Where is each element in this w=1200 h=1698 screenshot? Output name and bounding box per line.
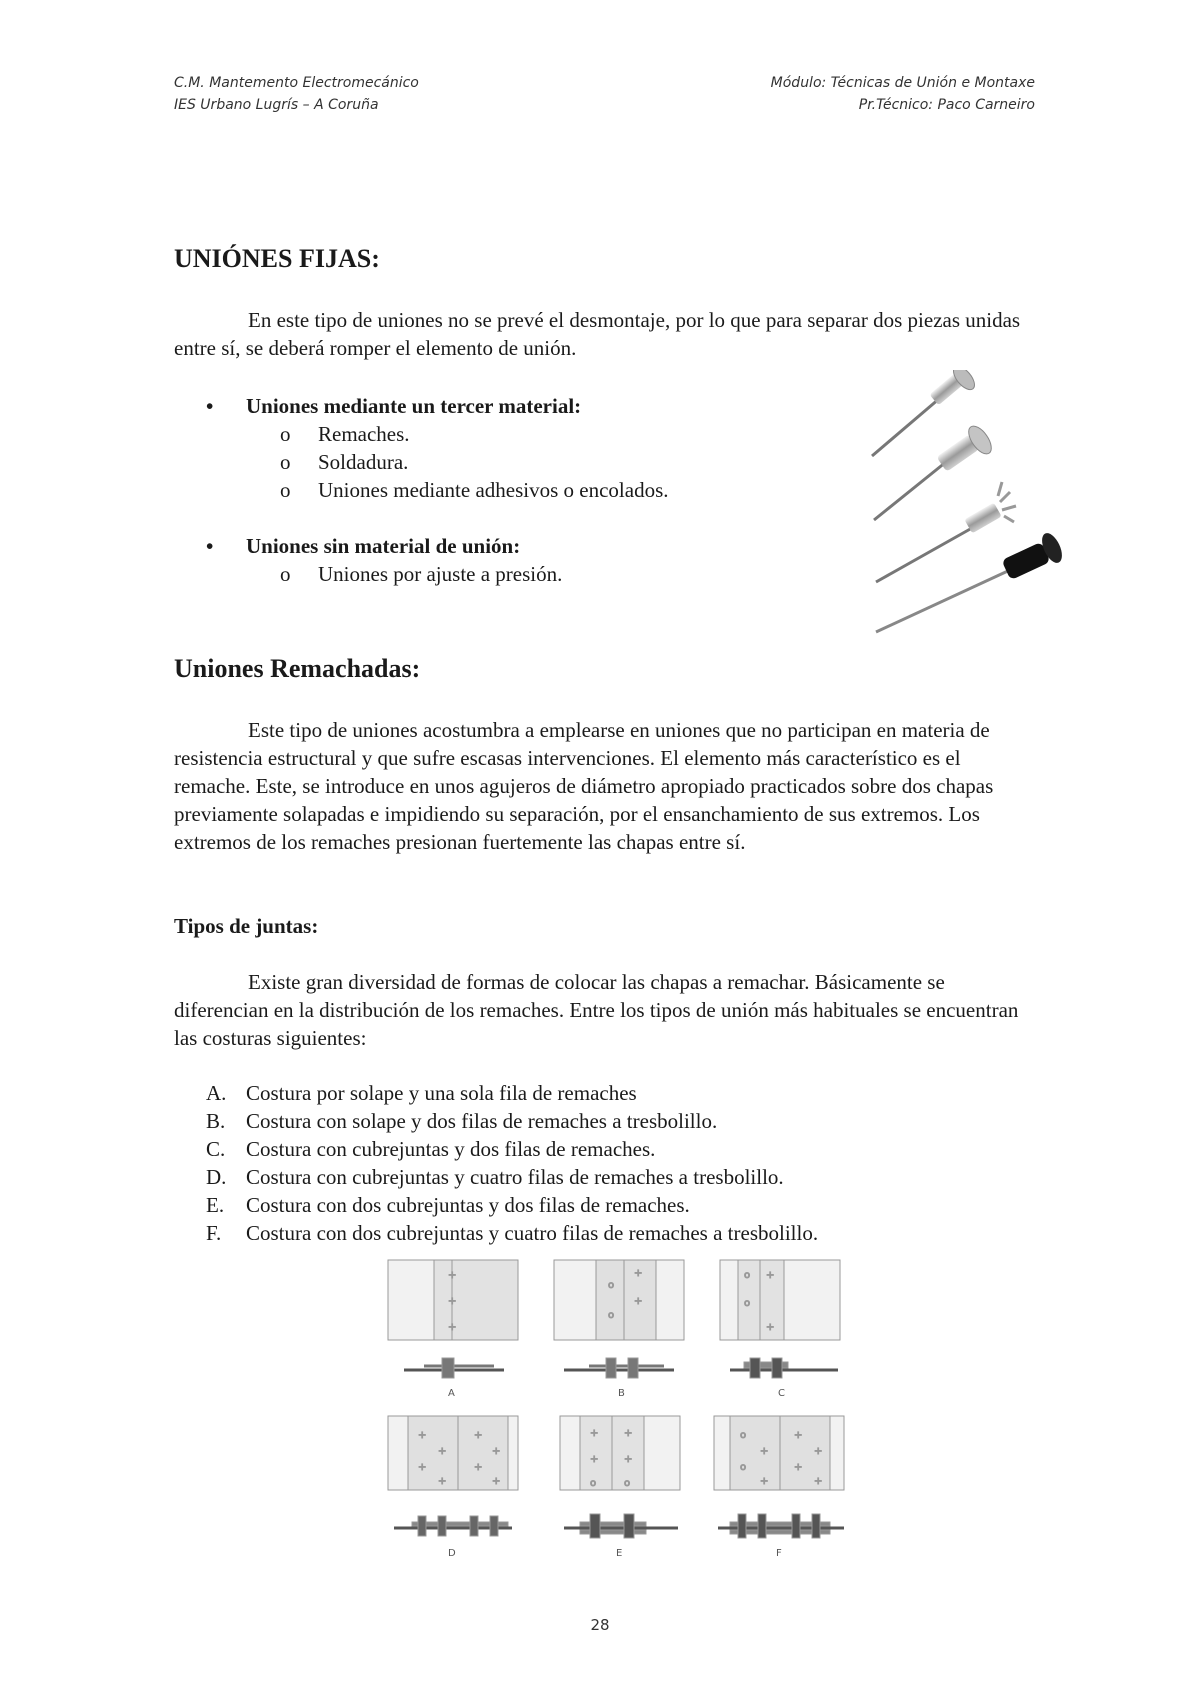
intro-text: En este tipo de uniones no se prevé el desmontaje, por lo que para separar dos piezas unidas entre sí, se deberá romper el elemento de unión. — [174, 308, 1021, 360]
svg-text:+: + — [438, 1446, 447, 1457]
svg-text:+: + — [492, 1446, 501, 1457]
svg-text:+: + — [624, 1428, 633, 1439]
juntas-paragraph — [174, 968, 1034, 1052]
svg-text:+: + — [590, 1454, 599, 1465]
sub-item — [206, 476, 669, 504]
list-text: Costura por solape y una sola fila de remaches — [246, 1081, 637, 1105]
svg-text:+: + — [448, 1322, 457, 1333]
svg-text:+: + — [590, 1428, 599, 1439]
rivet-3 — [876, 482, 1016, 582]
joint-types-list — [206, 1079, 818, 1247]
joint-e-plan — [560, 1416, 680, 1490]
svg-text:+: + — [448, 1270, 457, 1281]
header-teacher: Pr.Técnico: Paco Carneiro — [858, 97, 1035, 113]
rivets-illustration — [860, 370, 1070, 635]
figure-label-b: B — [618, 1388, 625, 1399]
joint-c-section — [730, 1358, 838, 1378]
list-letter: A. — [206, 1081, 227, 1105]
sub-marker: o — [280, 450, 291, 474]
svg-text:+: + — [766, 1270, 775, 1281]
sub-marker: o — [280, 422, 291, 446]
bullet-third-material: • Uniones mediante un tercer material: — [206, 392, 669, 420]
section-title-uniones-remachadas: Uniones Remachadas: — [174, 654, 421, 683]
list-item — [206, 1107, 818, 1135]
joint-b-plan — [554, 1260, 684, 1340]
joint-d-plan — [388, 1416, 518, 1490]
svg-text:+: + — [634, 1268, 643, 1279]
joint-a-plan — [388, 1260, 518, 1340]
svg-text:+: + — [760, 1446, 769, 1457]
svg-text:+: + — [634, 1296, 643, 1307]
section-title-tipos-juntas: Tipos de juntas: — [174, 914, 319, 938]
joint-f-section — [718, 1514, 844, 1538]
svg-text:+: + — [418, 1430, 427, 1441]
figure-label-c: C — [778, 1388, 785, 1399]
list-text: Costura con dos cubrejuntas y dos filas de remaches. — [246, 1193, 690, 1217]
header-left — [174, 72, 419, 116]
header-school: IES Urbano Lugrís – A Coruña — [174, 97, 379, 113]
svg-text:o: o — [608, 1310, 615, 1321]
list-letter: C. — [206, 1137, 226, 1161]
figure-label-a: A — [448, 1388, 455, 1399]
bullet-no-material: • Uniones sin material de unión: — [206, 532, 669, 560]
svg-text:o: o — [744, 1298, 751, 1309]
svg-text:+: + — [814, 1476, 823, 1487]
svg-text:+: + — [474, 1462, 483, 1473]
list-letter: F. — [206, 1221, 222, 1245]
svg-text:o: o — [740, 1462, 747, 1473]
figure-label-e: E — [616, 1548, 623, 1559]
remachadas-paragraph — [174, 716, 1034, 856]
header-right — [771, 72, 1035, 116]
section-title-uniones-fijas: UNIÓNES FIJAS: — [174, 244, 380, 273]
list-letter: B. — [206, 1109, 226, 1133]
svg-text:o: o — [590, 1478, 597, 1489]
svg-text:o: o — [740, 1430, 747, 1441]
juntas-text: Existe gran diversidad de formas de colocar las chapas a remachar. Básicamente se diferencian en la distribución de los remaches. Entre los tipos de unión más habituales se encuentran las costuras siguientes: — [174, 970, 1019, 1050]
joint-d-section — [394, 1516, 512, 1536]
list-item — [206, 1163, 818, 1191]
page-number: 28 — [590, 1616, 610, 1634]
joint-b-section — [564, 1358, 674, 1378]
joint-e-section — [564, 1514, 678, 1538]
rivet-4 — [876, 530, 1066, 632]
list-item — [206, 1219, 818, 1247]
svg-text:o: o — [608, 1280, 615, 1291]
list-item — [206, 1135, 818, 1163]
svg-text:+: + — [448, 1296, 457, 1307]
svg-text:+: + — [794, 1430, 803, 1441]
list-text: Costura con solape y dos filas de remaches a tresbolillo. — [246, 1109, 718, 1133]
sub-marker: o — [280, 478, 291, 502]
intro-paragraph — [174, 306, 1034, 362]
figure-label-f: F — [776, 1548, 782, 1559]
svg-text:+: + — [418, 1462, 427, 1473]
list-letter: E. — [206, 1193, 225, 1217]
svg-text:+: + — [492, 1476, 501, 1487]
list-item — [206, 1191, 818, 1219]
sub-item — [206, 448, 669, 476]
sub-item — [206, 420, 669, 448]
svg-text:+: + — [438, 1476, 447, 1487]
figure-label-d: D — [448, 1548, 456, 1559]
joint-types-figure — [384, 1258, 854, 1576]
sub-item-text: Remaches. — [318, 422, 410, 446]
sub-item — [206, 560, 669, 588]
joint-f-plan — [714, 1416, 844, 1490]
joint-c-plan — [720, 1260, 840, 1340]
svg-text:+: + — [474, 1430, 483, 1441]
joint-a-section — [404, 1358, 504, 1378]
remachadas-text: Este tipo de uniones acostumbra a emplearse en uniones que no participan en materia de resistencia estructural y que sufre escasas intervenciones. El elemento más característico es el remache. Este, se introduce en unos agujeros de diámetro apropiado practicados sobre dos chapas previamente solapadas e impidiendo su separación, por el ensanchamiento de sus extremos. Los extremos de los remaches presionan fuertemente las chapas entre sí. — [174, 718, 994, 854]
list-text: Costura con cubrejuntas y dos filas de remaches. — [246, 1137, 656, 1161]
header-module: Módulo: Técnicas de Unión e Montaxe — [770, 75, 1035, 91]
list-text: Costura con dos cubrejuntas y cuatro filas de remaches a tresbolillo. — [246, 1221, 819, 1245]
sub-item-text: Uniones por ajuste a presión. — [318, 562, 563, 586]
list-text: Costura con cubrejuntas y cuatro filas de remaches a tresbolillo. — [246, 1165, 784, 1189]
sub-item-text: Uniones mediante adhesivos o encolados. — [318, 478, 669, 502]
header-module-cycle: C.M. Mantemento Electromecánico — [174, 75, 419, 91]
list-letter: D. — [206, 1165, 227, 1189]
svg-text:o: o — [744, 1270, 751, 1281]
sub-marker: o — [280, 562, 291, 586]
svg-text:+: + — [766, 1322, 775, 1333]
svg-text:o: o — [624, 1478, 631, 1489]
svg-text:+: + — [624, 1454, 633, 1465]
svg-text:+: + — [814, 1446, 823, 1457]
list-item — [206, 1079, 818, 1107]
bullet-list — [206, 392, 669, 588]
svg-text:+: + — [760, 1476, 769, 1487]
svg-text:+: + — [794, 1462, 803, 1473]
sub-item-text: Soldadura. — [318, 450, 409, 474]
